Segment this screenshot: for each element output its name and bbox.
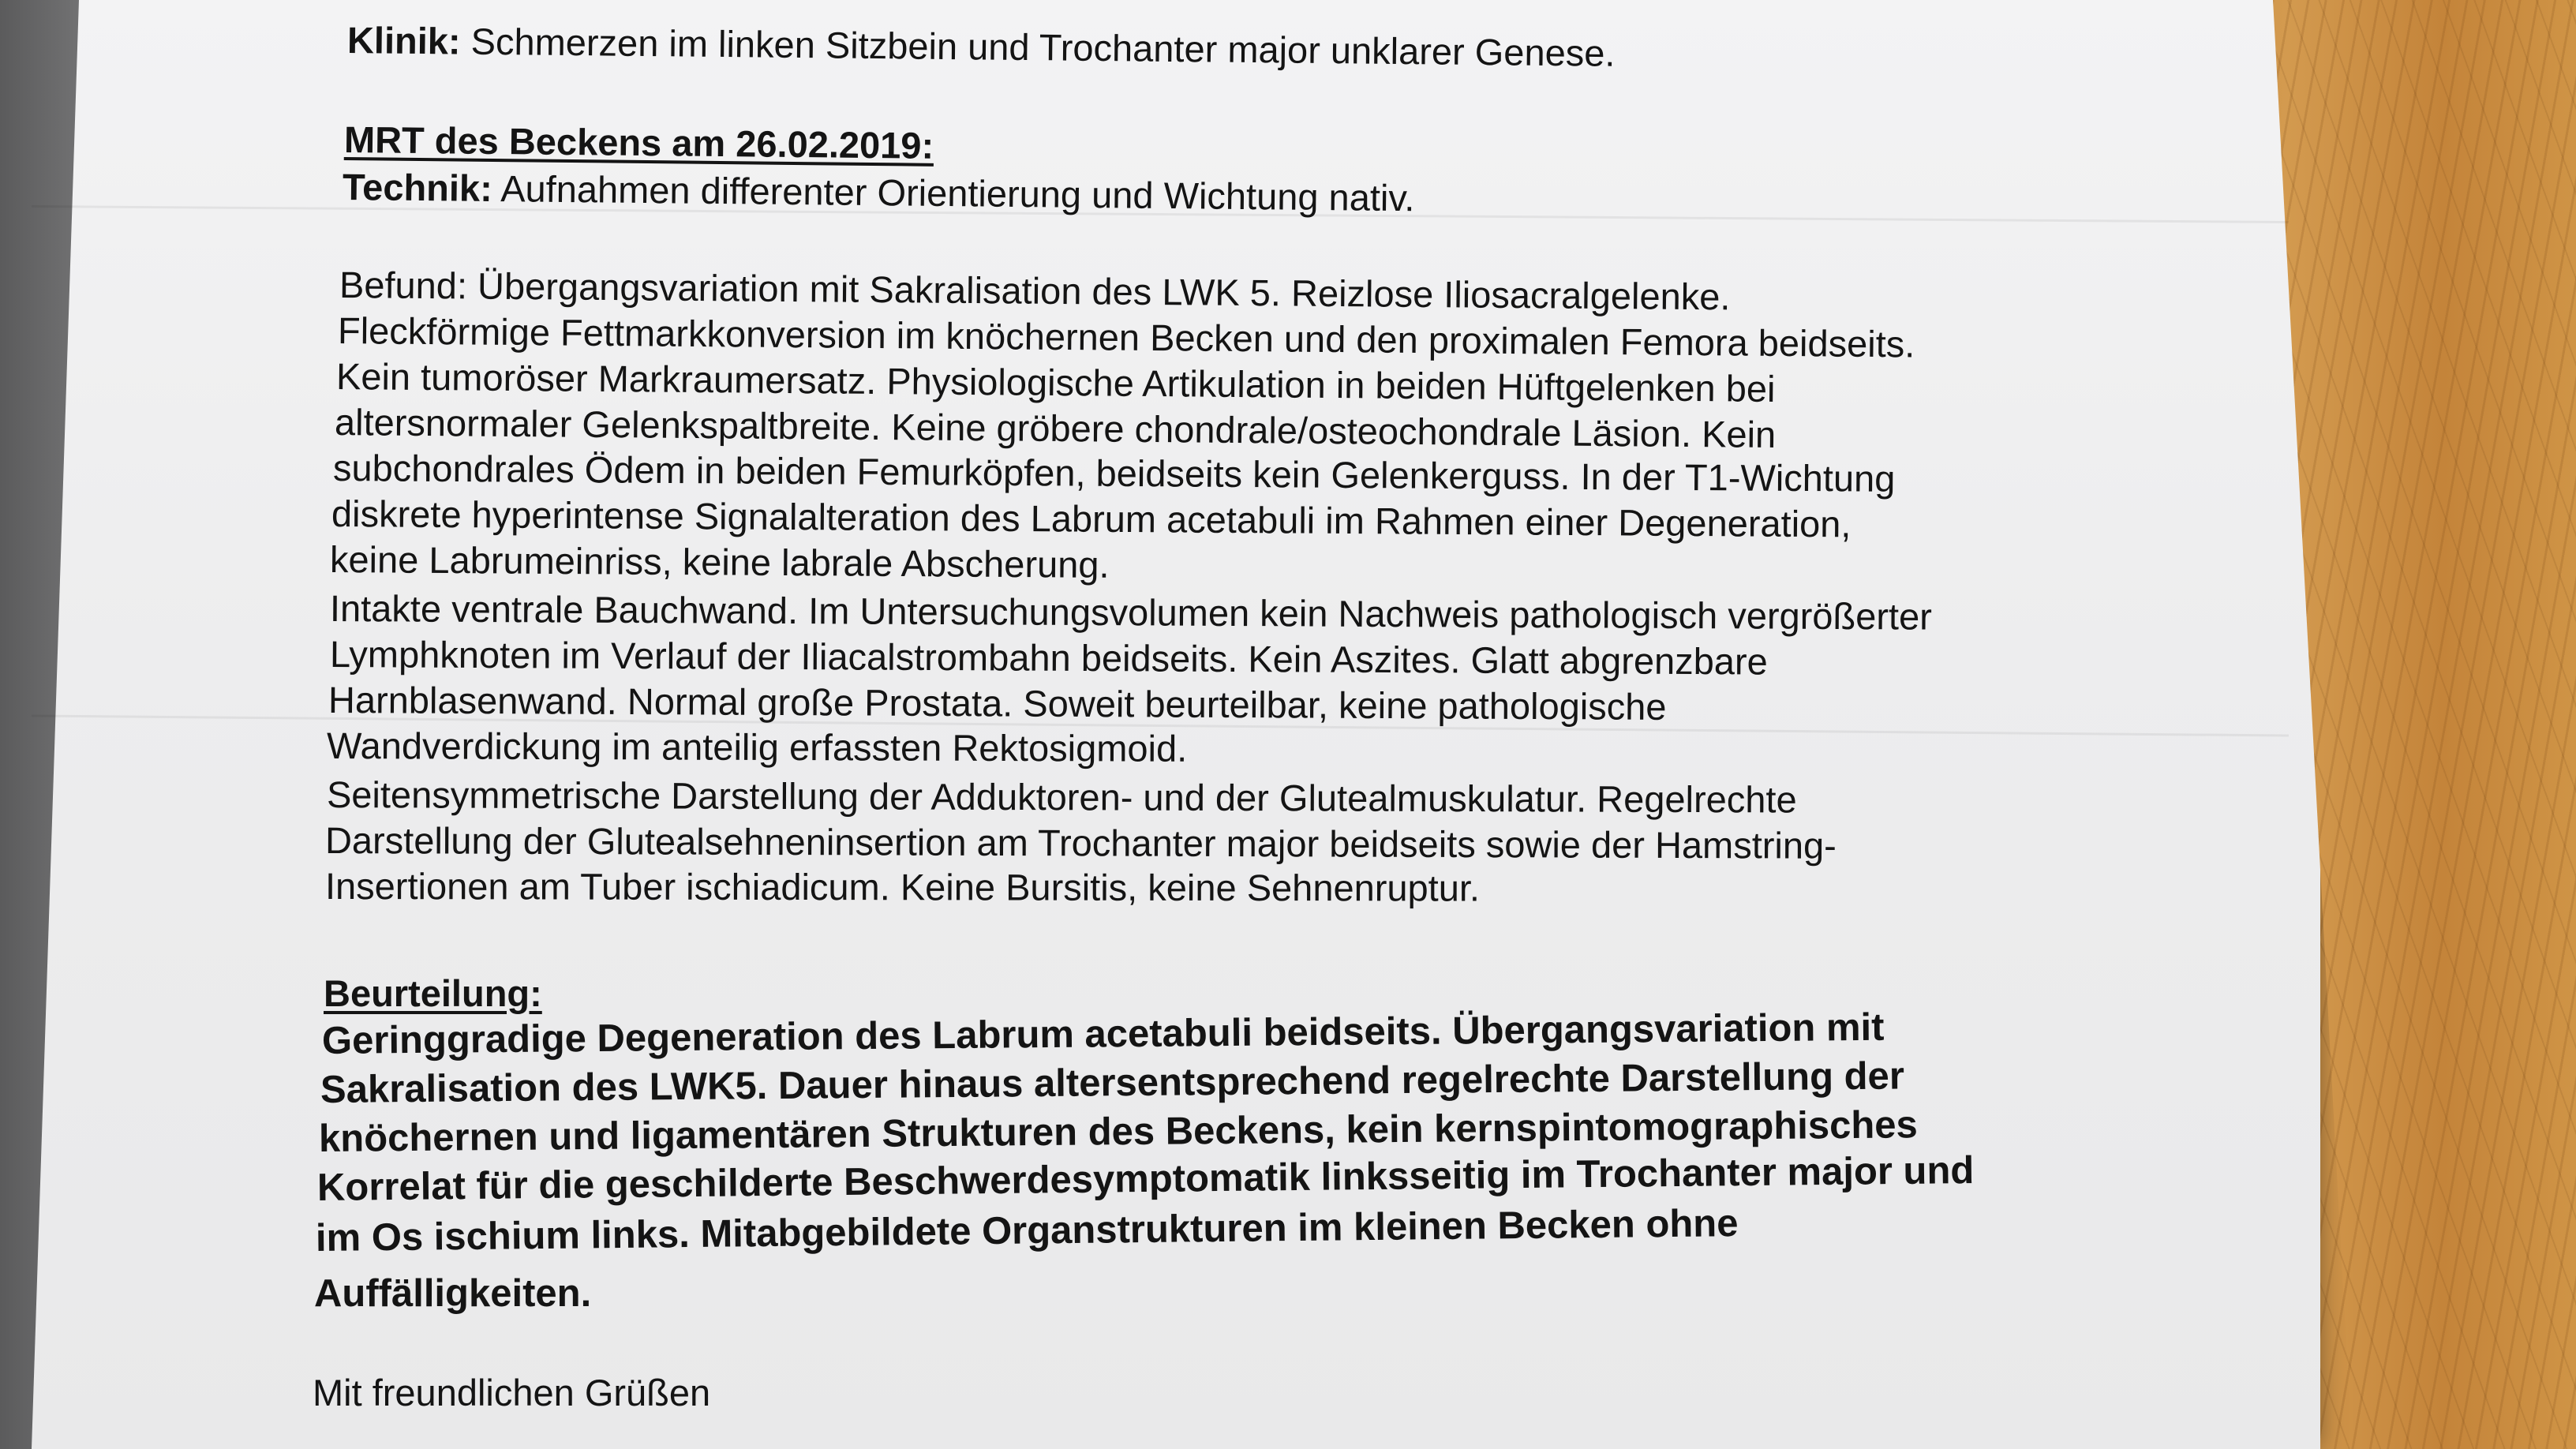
beurteilung-title: Beurteilung: (324, 972, 542, 1014)
exam-title: MRT des Beckens am 26.02.2019: (343, 118, 934, 167)
befund-line: Seitensymmetrische Darstellung der Adduktoren- und der Glutealmuskulatur. Regelrechte (326, 773, 1797, 821)
befund-line: Insertionen am Tuber ischiadicum. Keine Bursitis, keine Sehnenruptur. (324, 865, 1481, 909)
closing-greeting: Mit freundlichen Grüßen (313, 1372, 711, 1413)
beurteilung-line: im Os ischium links. Mitabgebildete Organstrukturen im kleinen Becken ohne (315, 1202, 1739, 1260)
beurteilung-line: Korrelat für die geschilderte Beschwerdesymptomatik linksseitig im Trochanter major und (316, 1149, 1975, 1209)
befund-line: Lymphknoten im Verlauf der Iliacalstrombahn beidseits. Kein Aszites. Glatt abgrenzbare (329, 633, 1768, 683)
befund-line: Wandverdickung im anteilig erfassten Rektosigmoid. (326, 724, 1188, 769)
beurteilung-line: Sakralisation des LWK5. Dauer hinaus altersentsprechend regelrechte Darstellung der (320, 1054, 1905, 1111)
befund-line: altersnormaler Gelenkspaltbreite. Keine gröbere chondrale/osteochondrale Läsion. Kein (334, 401, 1777, 455)
befund-line: Kein tumoröser Markraumersatz. Physiologische Artikulation in beiden Hüftgelenken bei (335, 355, 1776, 410)
beurteilung-line: Geringgradige Degeneration des Labrum acetabuli beidseits. Übergangsvariation mit (321, 1005, 1885, 1062)
befund-line: diskrete hyperintense Signalalteration des Labrum acetabuli im Rahmen einer Degeneration, (331, 492, 1852, 545)
befund-line: subchondrales Ödem in beiden Femurköpfen, beidseits kein Gelenkerguss. In der T1-Wichtung (332, 447, 1896, 500)
technik-label: Technik: (342, 166, 493, 209)
befund-line: Befund: Übergangsvariation mit Sakralisation des LWK 5. Reizlose Iliosacralgelenke. (339, 264, 1731, 318)
befund-line: Intakte ventrale Bauchwand. Im Untersuchungsvolumen kein Nachweis pathologisch vergrößerter (329, 587, 1933, 638)
beurteilung-line: knöchernen und ligamentären Strukturen des Beckens, kein kernspintomographisches (318, 1103, 1919, 1160)
befund-line: keine Labrumeinriss, keine labrale Abscherung. (329, 538, 1110, 586)
klinik-line (347, 17, 1616, 77)
befund-line: Darstellung der Glutealsehneninsertion am Trochanter major beidseits sowie der Hamstring- (324, 819, 1837, 867)
befund-line: Fleckförmige Fettmarkkonversion im knöchernen Becken und den proximalen Femora beidseits. (337, 309, 1915, 365)
klinik-label: Klinik: (346, 19, 461, 62)
befund-line: Harnblasenwand. Normal große Prostata. Soweit beurteilbar, keine pathologische (328, 679, 1667, 728)
klinik-text: Schmerzen im linken Sitzbein und Trochanter major unklarer Genese. (460, 20, 1616, 74)
technik-text: Aufnahmen differenter Orientierung und Wichtung nativ. (492, 167, 1415, 219)
beurteilung-line: Auffälligkeiten. (314, 1272, 592, 1315)
technik-line (343, 164, 1415, 221)
